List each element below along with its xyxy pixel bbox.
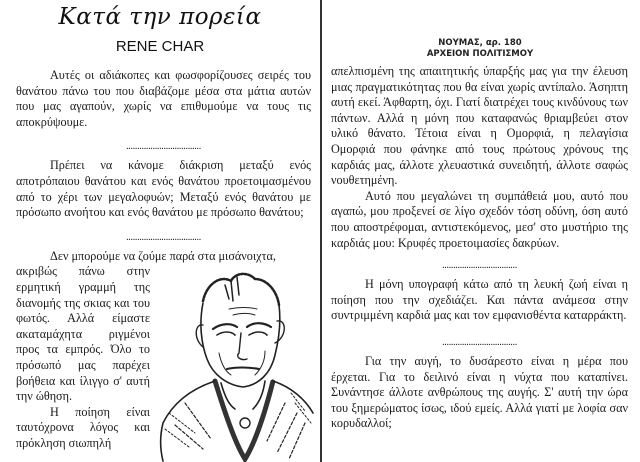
separator: ..................................: [126, 141, 201, 153]
paragraph: Αυτές οι αδιάκοπες και φωσφορίζουσες σειρές του θανάτου πάνω του που διαβάζομε μέσα στα μάτια αυτών που μας αγαπούν, χωρίς να επιθυμούμε να τους τις αποκρύψουμε.: [16, 68, 311, 129]
brow: [213, 323, 271, 329]
paragraph-wrapped: ακριβώς πάνω στην ερμητική γραμμή της διανομής της σκιας και του φωτός. Αλλά είμαστε ακαταμάχητα ριγμένοι προς τα εμπρός. Όλο το πρόσωπό μας παρέχει βοήθεια και ίλιγγο σ' αυτή την ώθηση.: [16, 264, 150, 404]
separator: ..................................: [442, 336, 517, 348]
article-title: Κατά την πορεία: [58, 4, 262, 30]
paragraph: Για την αυγή, το δυσάρεστο είναι η μέρα που έρχεται. Για το δειλινό είναι η νύχτα που καταπίνει. Συνάντησε άλλοτε ανθρώπους της αυγής. Σ' αυτή την ώρα του ξημερώματος ίσως, ιδού εμείς. Αλλά γιατί με λοφία σαν κορυδαλλοί;: [331, 353, 628, 431]
paragraph: Πρέπει να κάνομε διάκριση μεταξύ ενός αποτρόπαιου θανάτου και ενός θανάτου προετοιμασμένου από το χέρι των μεγαλοφυών; Μεταξύ ενός θανάτου με πρόσωπο ανοήτου και ενός θανάτου με πρόσωπο θανάτου;: [16, 158, 311, 220]
paragraph: Η μόνη υπογραφή κάτω από τη λευκή ζωή είναι η ποίηση που την σχεδιάζει. Και πάντα ανάμεσα στην συντριμμένη καρδιά μας και τον εμφανισθέντα καταρράκτη.: [331, 277, 628, 323]
issue-number: ΝΟΥΜΑΣ, αρ. 180: [438, 38, 522, 48]
jacket-left: [161, 381, 215, 461]
forehead-line: [229, 308, 257, 316]
portrait-illustration: [155, 263, 315, 462]
nose: [238, 333, 247, 360]
separator: ..................................: [126, 231, 201, 243]
jacket-hatching: [165, 393, 311, 447]
jacket-right: [273, 381, 313, 413]
separator: ..................................: [442, 260, 517, 272]
archive-name: ΑΡΧΕΙΟΝ ΠΟΛΙΤΙΣΜΟΥ: [426, 49, 534, 59]
publication-info: [320, 38, 640, 60]
collar-button: [240, 418, 250, 428]
cheek-line: [219, 351, 265, 375]
paragraph: Δεν μπορούμε να ζούμε παρά στα μισάνοιχτα,: [50, 248, 276, 263]
hair-stroke: [203, 274, 279, 305]
paragraph: Η ποίηση είναι ταυτόχρονα λόγος και πρόκληση σιωπηλή: [16, 404, 150, 450]
mouth: [227, 368, 259, 370]
author-name: RENE CHAR: [115, 38, 205, 55]
neck: [221, 381, 265, 409]
column-divider: [320, 0, 322, 462]
eye: [217, 332, 267, 335]
paragraph: απελπισμένη της απαιτητικής ύπαρξής μας για την έλευση μιας πραγματικότητας που θα είναι χωρίς αντίπαλο. Άσηπτη αυτή εκεί. Άφθαρτη, όχι. Γιατί διατρέχει τους κινδύνους των πάντων. Αλλά η μόνη που καταφανώς θριαμβεύει στον υλικό θάνατο. Τέτοια είναι η Ομορφιά, η πελαγίσια Ομορφιά που φάνηκε από τους πρώτους χρόνους της καρδιάς μας, άλλοτε χλευαστικά συνειδητή, άλλοτε σαφώς νουθετημένη.: [331, 64, 628, 188]
paragraph: Αυτό που μεγαλώνει τη συμπάθειά μου, αυτό που αγαπώ, μου προξενεί σε λίγο σχεδόν τόση οδύνη, όση αυτό που αποστρέφομαι, αντιστεκόμενος, μεσ' στο μυστήριο της καρδιάς μου: Κρυφές προετοιμασίες δακρύων.: [331, 188, 628, 250]
right-column: [331, 64, 628, 432]
